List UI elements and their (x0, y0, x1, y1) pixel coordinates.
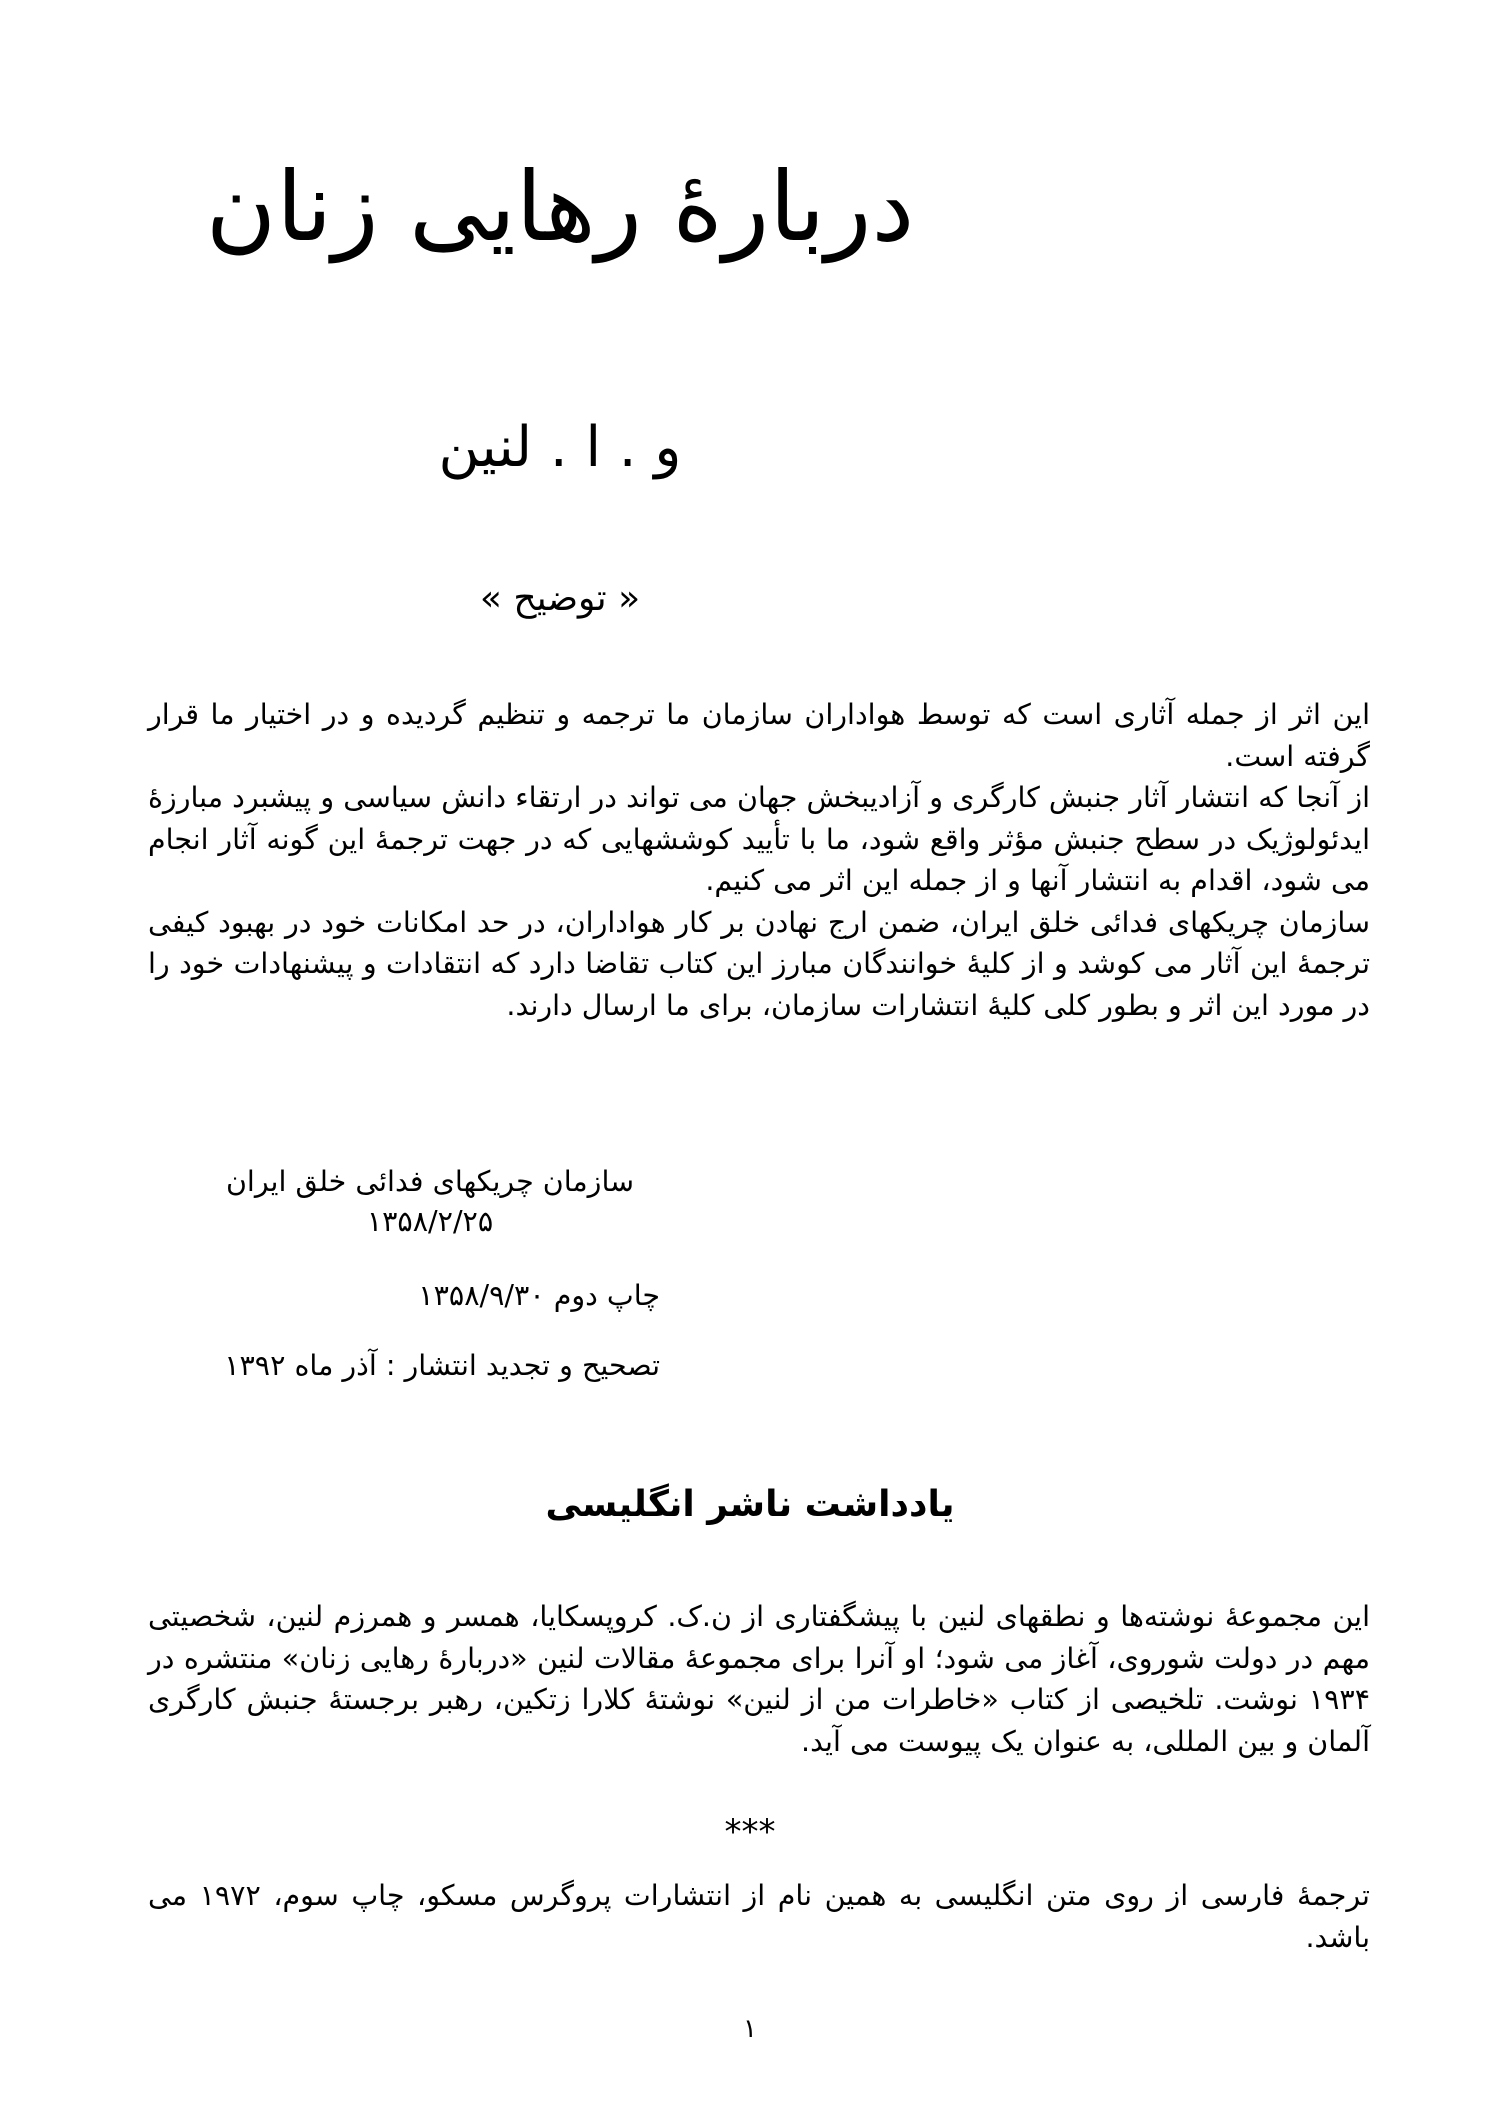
publisher-note-text (148, 1596, 1370, 1762)
signature-date: ۱۳۵۸/۲/۲۵ (366, 1205, 494, 1238)
publisher-note-heading: یادداشت ناشر انگلیسی (545, 1484, 955, 1525)
author-name: و . ا . لنین (438, 415, 682, 480)
explanation-paragraph: سازمان چریکهای فدائی خلق ایران، ضمن ارج نهادن بر کار هواداران، در حد امکانات خود در بهبود کیفی ترجمهٔ این آثار می کوشد و از کلیهٔ خوانندگان مبارز این کتاب تقاضا دارد که انتقادات و پیشنهادات خود را در مورد این اثر و بطور کلی کلیهٔ انتشارات سازمان، برای ما ارسال دارند. (148, 905, 1370, 1022)
second-print-line: چاپ دوم ۱۳۵۸/۹/۳۰ (418, 1279, 660, 1312)
explanation-heading: « توضیح » (479, 578, 641, 619)
explanation-paragraph: از آنجا که انتشار آثار جنبش کارگری و آزادیبخش جهان می تواند در ارتقاء دانش سیاسی و پیشبرد مبارزهٔ ایدئولوژیک در سطح جنبش مؤثر واقع شود، ما با تأیید کوششهایی که در جهت ترجمهٔ این گونه آثار انجام می شود، اقدام به انتشار آنها و از جمله این اثر می کنیم. (148, 781, 1370, 897)
reprint-line: تصحیح و تجدید انتشار : آذر ماه ۱۳۹۲ (224, 1349, 660, 1382)
page-number: ۱ (743, 2014, 757, 2044)
signature-block (200, 1162, 660, 1242)
explanation-text (148, 694, 1370, 1026)
explanation-paragraph: این اثر از جمله آثاری است که توسط هواداران سازمان ما ترجمه و تنظیم گردیده و در اختیار ما قرار گرفته است. (148, 698, 1370, 773)
publisher-note-paragraph: این مجموعهٔ نوشته‌ها و نطقهای لنین با پیشگفتاری از ن.ک. کروپسکایا، همسر و همرزم لنین، شخصیتی مهم در دولت شوروی، آغاز می شود؛ او آنرا برای مجموعهٔ مقالات لنین «دربارهٔ رهایی زنان» منتشره در ۱۹۳۴ نوشت. تلخیصی از کتاب «خاطرات من از لنین» نوشتهٔ کلارا زتکین، رهبر برجستهٔ جنبش کارگری آلمان و بین المللی، به عنوان یک پیوست می آید. (148, 1600, 1370, 1758)
translation-note-paragraph: ترجمهٔ فارسی از روی متن انگلیسی به همین نام از انتشارات پروگرس مسکو، چاپ سوم، ۱۹۷۲ می باشد. (148, 1879, 1370, 1954)
section-separator: *** (724, 1812, 776, 1852)
translation-note (148, 1875, 1370, 1958)
signature-organization: سازمان چریکهای فدائی خلق ایران (225, 1165, 635, 1198)
book-title: دربارهٔ رهایی زنان (205, 151, 915, 263)
